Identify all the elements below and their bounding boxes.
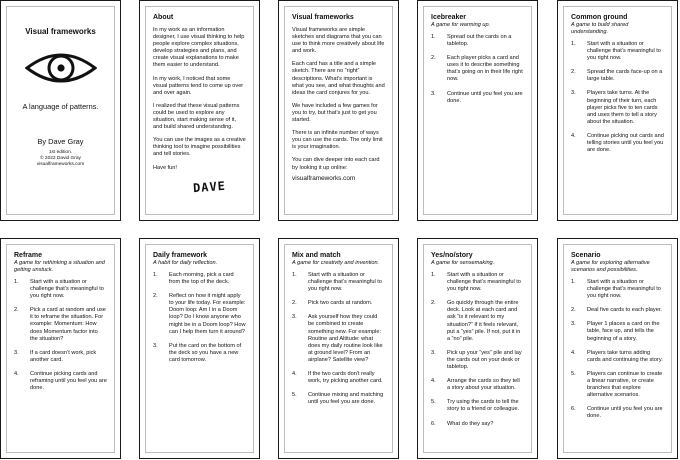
game-step bbox=[14, 350, 107, 364]
game-card-reframe bbox=[0, 238, 121, 459]
game-steps bbox=[431, 272, 524, 428]
game-step bbox=[571, 321, 664, 342]
game-step bbox=[14, 279, 107, 300]
step-text: Each morning, pick a card from the top of the deck. bbox=[169, 272, 234, 286]
step-text: Start with a situation or challenge that’s meaningful to you right now. bbox=[30, 279, 104, 300]
step-text: Try using the cards to tell the story to a friend or colleague. bbox=[447, 399, 520, 413]
step-text: Players take turns adding cards and continuing the story. bbox=[587, 349, 663, 363]
game-title: Daily framework bbox=[153, 252, 208, 259]
game-step bbox=[292, 272, 385, 293]
step-text: Spread the cards face-up on a large table. bbox=[587, 69, 663, 83]
frameworks-card bbox=[278, 0, 399, 221]
step-number: 2. bbox=[292, 300, 297, 307]
step-number: 4. bbox=[571, 132, 576, 139]
game-step bbox=[431, 421, 524, 428]
game-subtitle: A game to build shared understanding. bbox=[571, 22, 629, 35]
game-card-inner bbox=[423, 244, 532, 453]
game-step bbox=[571, 307, 664, 314]
game-card-inner bbox=[284, 244, 393, 453]
step-number: 3. bbox=[571, 90, 576, 97]
cover-card bbox=[0, 0, 121, 221]
frameworks-card-inner bbox=[284, 6, 393, 215]
step-text: Players take turns. At the beginning of their turn, each player picks five to ten cards and uses them to tell a story about the situation. bbox=[587, 90, 658, 125]
step-text: Spread out the cards on a tabletop. bbox=[447, 34, 512, 48]
frameworks-url[interactable]: visualframeworks.com bbox=[292, 174, 356, 182]
step-text: Pick a card at random and use it to reframe the situation. For example: Momentum: How does Momentum factor into the situation? bbox=[30, 307, 106, 342]
game-steps bbox=[571, 41, 664, 154]
step-number: 1. bbox=[14, 279, 19, 285]
game-title: Mix and match bbox=[292, 252, 341, 259]
step-number: 1. bbox=[431, 272, 436, 278]
step-number: 1. bbox=[153, 272, 158, 278]
game-step bbox=[431, 91, 524, 105]
step-text: Players can continue to create a linear narrative, or create branches that explore alternative scenarios. bbox=[587, 370, 663, 399]
about-paragraph: In my work, I noticed that some visual patterns tend to come up over and over again. bbox=[153, 75, 244, 96]
game-step bbox=[571, 279, 664, 300]
game-steps bbox=[431, 34, 524, 105]
game-step bbox=[292, 371, 385, 385]
frameworks-paragraph: We have included a few games for you to try, but that’s just to get you started. bbox=[292, 102, 378, 124]
frameworks-paragraph: Each card has a title and a simple sketch. There are no “right” descriptions. What’s important is what you see, and what thoughts and ideas the card conjures for you. bbox=[292, 61, 385, 96]
step-text: Pick two cards at random. bbox=[308, 300, 373, 307]
step-number: 2. bbox=[431, 300, 436, 307]
step-number: 4. bbox=[571, 349, 576, 356]
step-text: Start with a situation or challenge that’s meaningful to you right now. bbox=[587, 279, 661, 300]
game-title: Scenario bbox=[571, 252, 601, 259]
step-text: Start with a situation or challenge that’s meaningful to you right now. bbox=[447, 272, 521, 293]
game-title: Yes/no/story bbox=[431, 252, 473, 259]
step-text: Arrange the cards so they tell a story about your situation. bbox=[447, 378, 520, 392]
eye-icon bbox=[25, 48, 97, 88]
game-title: Icebreaker bbox=[431, 14, 467, 21]
step-number: 3. bbox=[153, 342, 158, 349]
step-number: 6. bbox=[571, 406, 576, 413]
step-text: Continue until you feel you are done. bbox=[587, 406, 663, 420]
step-text: Continue picking cards and reframing until you feel you are done. bbox=[30, 370, 107, 392]
game-subtitle: A game for rethinking a situation and getting unstuck. bbox=[14, 260, 105, 273]
step-number: 2. bbox=[571, 69, 576, 76]
game-step bbox=[571, 133, 664, 154]
game-card-yes-no-story bbox=[417, 238, 538, 459]
step-number: 5. bbox=[292, 392, 297, 399]
step-text: Pick up your “yes” pile and lay the cards out on your desk or tabletop. bbox=[447, 349, 522, 371]
game-card-inner bbox=[423, 6, 532, 215]
step-text: If a card doesn’t work, pick another card. bbox=[30, 349, 97, 363]
step-text: Each player picks a card and uses it to describe something that’s going on in their life right now. bbox=[447, 55, 523, 83]
game-step bbox=[571, 350, 664, 364]
step-text: Reflect on how it might apply to your life today. For example: Doom loop: Am I in a Doom loop? Do I know anyone who might be in a Doom loop? How can I help them turn it around? bbox=[169, 293, 246, 335]
frameworks-paragraph: Visual frameworks are simple sketches and diagrams that you can use to think more creatively about life and work. bbox=[292, 27, 385, 55]
game-step bbox=[292, 392, 385, 406]
cover-copyright: © 2022 David Gray bbox=[40, 156, 81, 161]
signature: DAVE bbox=[192, 178, 227, 195]
game-step bbox=[292, 300, 385, 307]
cover-card-inner bbox=[6, 6, 115, 215]
step-text: Ask yourself how they could be combined to create something new. For example: Routine and Altitude: what does my daily routine look like at ground level? From an airplane? Satellite view? bbox=[308, 314, 383, 363]
frameworks-title: Visual frameworks bbox=[292, 14, 354, 21]
step-number: 1. bbox=[571, 279, 576, 285]
step-text: Continue mixing and matching until you feel you are done. bbox=[308, 392, 384, 406]
step-number: 2. bbox=[14, 307, 19, 314]
cover-edition: 1st edition. bbox=[48, 150, 73, 155]
game-title: Common ground bbox=[571, 14, 628, 21]
step-number: 2. bbox=[153, 293, 158, 300]
game-step bbox=[431, 378, 524, 392]
cover-author: By Dave Gray bbox=[37, 137, 84, 146]
step-text: Start with a situation or challenge that’s meaningful to you right now. bbox=[587, 41, 661, 62]
about-paragraph: You can use the images as a creative thinking tool to imagine possibilities and tell stories. bbox=[153, 137, 246, 158]
game-step bbox=[431, 34, 524, 48]
step-number: 4. bbox=[14, 370, 19, 377]
step-text: Start with a situation or challenge that’s meaningful to you right now. bbox=[308, 272, 382, 293]
step-number: 3. bbox=[431, 349, 436, 356]
game-step bbox=[431, 272, 524, 293]
step-number: 3. bbox=[292, 314, 297, 321]
game-card-scenario bbox=[557, 238, 678, 459]
step-text: Continue until you feel you are done. bbox=[447, 90, 523, 104]
game-subtitle: A habit for daily reflection. bbox=[153, 260, 218, 266]
about-card-inner bbox=[145, 6, 254, 215]
about-closing: Have fun! bbox=[153, 164, 177, 171]
game-step bbox=[431, 399, 524, 413]
game-card-mix-and-match bbox=[278, 238, 399, 459]
step-number: 1. bbox=[292, 272, 297, 278]
step-number: 1. bbox=[571, 41, 576, 47]
cover-title: Visual frameworks bbox=[25, 27, 96, 36]
cover-website: visualframeworks.com bbox=[36, 162, 85, 167]
game-card-icebreaker bbox=[417, 0, 538, 221]
about-paragraph: I realized that these visual patterns could be used to explore any situation, start making sense of it, and build shared understanding. bbox=[153, 102, 240, 131]
game-card-inner bbox=[563, 244, 672, 453]
game-card-common-ground bbox=[557, 0, 678, 221]
game-step bbox=[431, 300, 524, 343]
game-card-inner bbox=[145, 244, 254, 453]
step-text: Continue picking out cards and telling stories until you feel you are done. bbox=[587, 132, 664, 154]
game-card-inner bbox=[563, 6, 672, 215]
game-step bbox=[571, 371, 664, 399]
game-step bbox=[14, 307, 107, 342]
step-number: 4. bbox=[292, 371, 297, 378]
step-number: 4. bbox=[431, 378, 436, 385]
step-text: Player 1 places a card on the table, face up, and tells the beginning of a story. bbox=[587, 321, 660, 342]
step-number: 1. bbox=[431, 34, 436, 40]
game-step bbox=[571, 406, 664, 420]
step-text: Deal five cards to each player. bbox=[587, 307, 662, 314]
game-steps bbox=[292, 272, 385, 406]
about-title: About bbox=[153, 14, 174, 21]
game-steps bbox=[571, 279, 664, 420]
frameworks-paragraph: You can dive deeper into each card by looking it up online: bbox=[292, 157, 380, 171]
about-paragraph: In my work as an information designer, I use visual thinking to help people explore complex situations, develop strategies and plans, and create visual explanations to make them easier to understand. bbox=[153, 27, 245, 69]
step-number: 3. bbox=[571, 321, 576, 328]
step-text: Put the card on the bottom of the deck so you have a new card tomorrow. bbox=[169, 342, 242, 363]
step-text: If the two cards don’t really work, try picking another card. bbox=[308, 371, 383, 385]
game-step bbox=[153, 343, 246, 364]
step-number: 5. bbox=[571, 370, 576, 377]
step-text: Go quickly through the entire deck. Look at each card and ask “is it relevant to my situation?” If it feels relevant, put a “yes” pile. If not, put it in a “no” pile. bbox=[447, 300, 521, 342]
cover-credits bbox=[14, 150, 107, 168]
game-step bbox=[571, 90, 664, 125]
step-number: 3. bbox=[14, 349, 19, 356]
step-text: What do they say? bbox=[447, 420, 494, 427]
step-number: 6. bbox=[431, 420, 436, 427]
step-number: 2. bbox=[431, 55, 436, 62]
about-card bbox=[139, 0, 260, 221]
game-subtitle: A game for exploring alternative scenarios and possibilities. bbox=[571, 260, 650, 273]
step-number: 5. bbox=[431, 399, 436, 406]
game-subtitle: A game for creativity and invention. bbox=[292, 260, 380, 266]
game-step bbox=[431, 55, 524, 83]
game-subtitle: A game for warming up. bbox=[431, 22, 491, 28]
step-number: 2. bbox=[571, 307, 576, 314]
game-step bbox=[292, 314, 385, 364]
game-card-inner bbox=[6, 244, 115, 453]
game-step bbox=[14, 371, 107, 392]
game-step bbox=[571, 69, 664, 83]
step-number: 3. bbox=[431, 90, 436, 97]
game-subtitle: A game for sensemaking. bbox=[431, 260, 495, 266]
game-card-daily-framework bbox=[139, 238, 260, 459]
game-step bbox=[431, 350, 524, 371]
game-steps bbox=[153, 272, 246, 364]
game-step bbox=[571, 41, 664, 62]
game-steps bbox=[14, 279, 107, 392]
game-step bbox=[153, 272, 246, 286]
cover-tagline: A language of patterns. bbox=[22, 102, 99, 111]
frameworks-paragraph: There is an infinite number of ways you can use the cards. The only limit is your imagination. bbox=[292, 130, 383, 151]
game-step bbox=[153, 293, 246, 336]
game-title: Reframe bbox=[14, 252, 43, 259]
